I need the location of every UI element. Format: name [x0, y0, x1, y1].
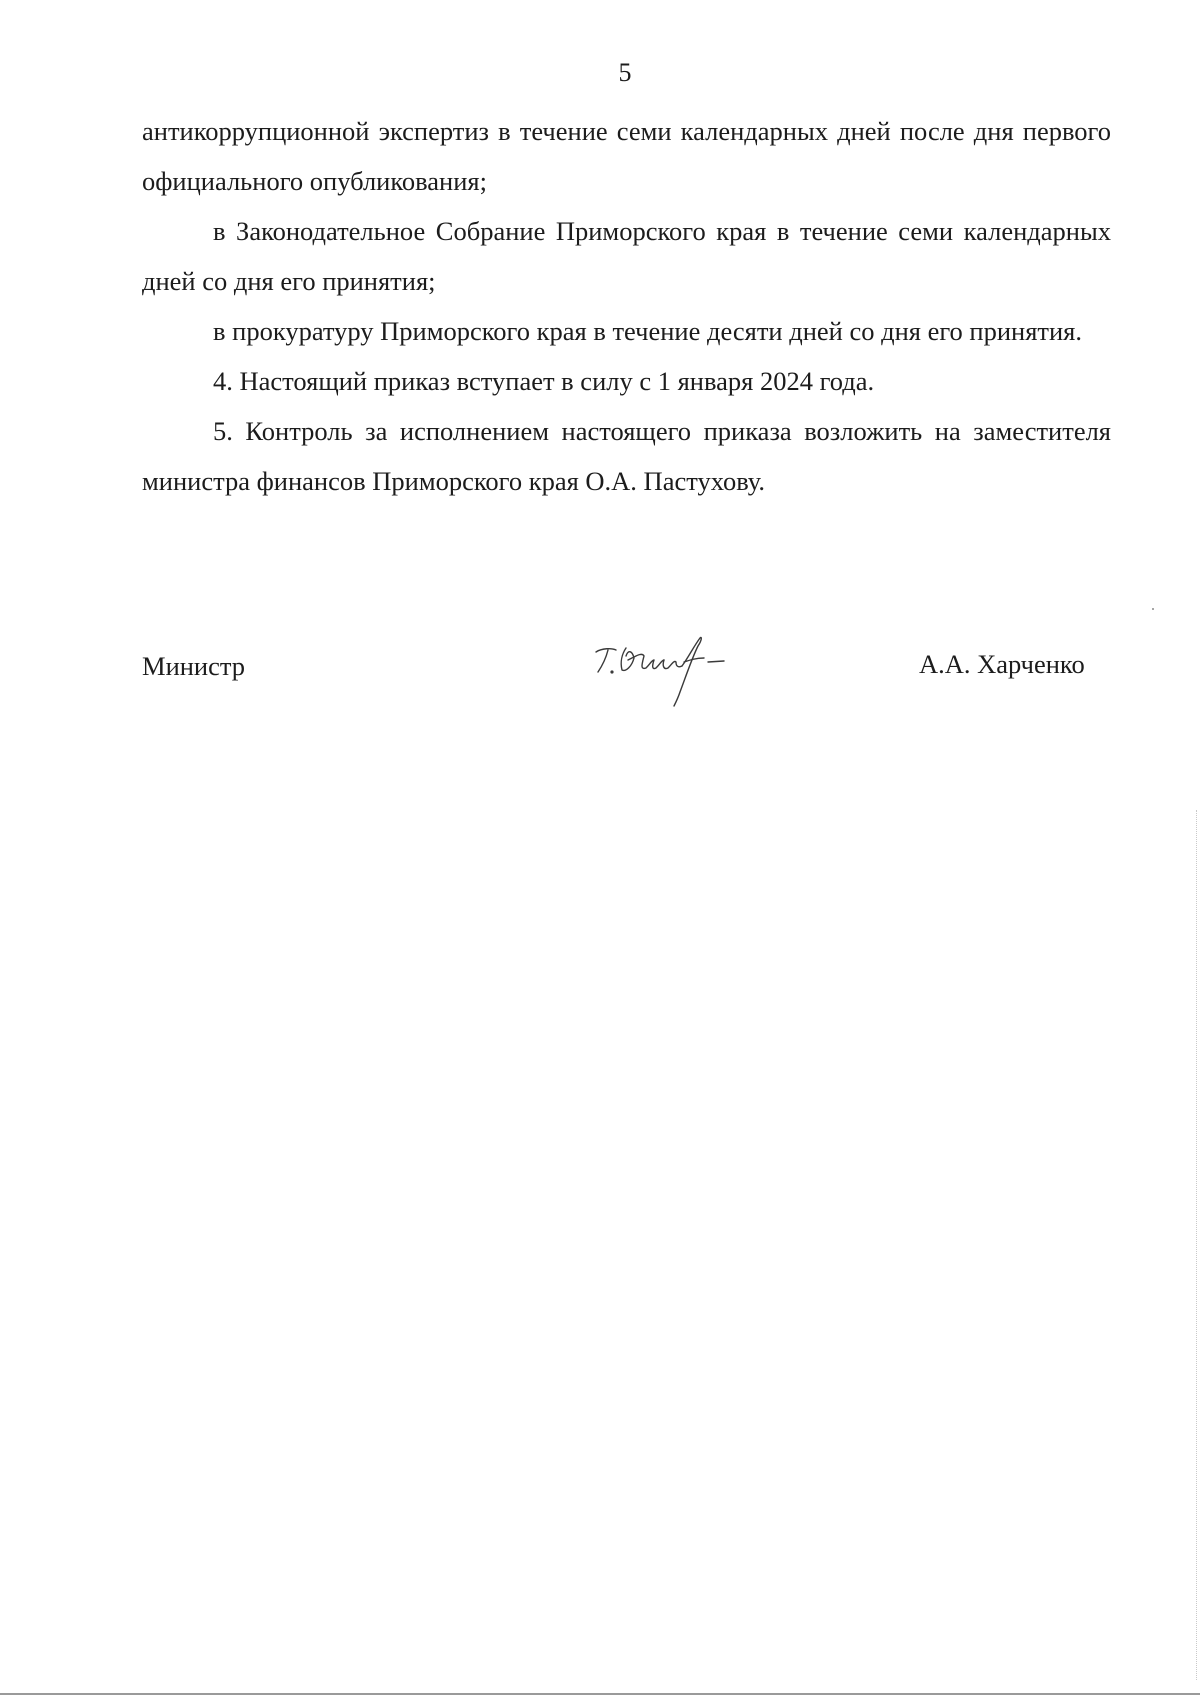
- paragraph-prosecutor-office: в прокуратуру Приморского края в течение десяти дней со дня его принятия.: [213, 316, 1082, 346]
- scan-edge-mark: [1196, 810, 1197, 1680]
- document-body: [142, 106, 1111, 506]
- handwritten-signature: [592, 636, 742, 716]
- paragraph-anticorruption-expertise: антикоррупционной экспертиз в течение семи календарных дней после дня первого официального опубликования;: [142, 116, 1111, 196]
- page-number: 5: [618, 58, 632, 87]
- paragraph-legislative-assembly: в Законодательное Собрание Приморского края в течение семи календарных дней со дня его принятия;: [142, 216, 1111, 296]
- scan-speck: [1152, 608, 1154, 610]
- scan-bottom-edge: [0, 1693, 1200, 1695]
- paragraph-control: 5. Контроль за исполнением настоящего приказа возложить на заместителя министра финансов Приморского края О.А. Пастухову.: [142, 416, 1111, 496]
- paragraph-effective-date: 4. Настоящий приказ вступает в силу с 1 января 2024 года.: [213, 366, 875, 396]
- signatory-role: Министр: [142, 651, 246, 681]
- signatory-name: А.А. Харченко: [919, 649, 1085, 679]
